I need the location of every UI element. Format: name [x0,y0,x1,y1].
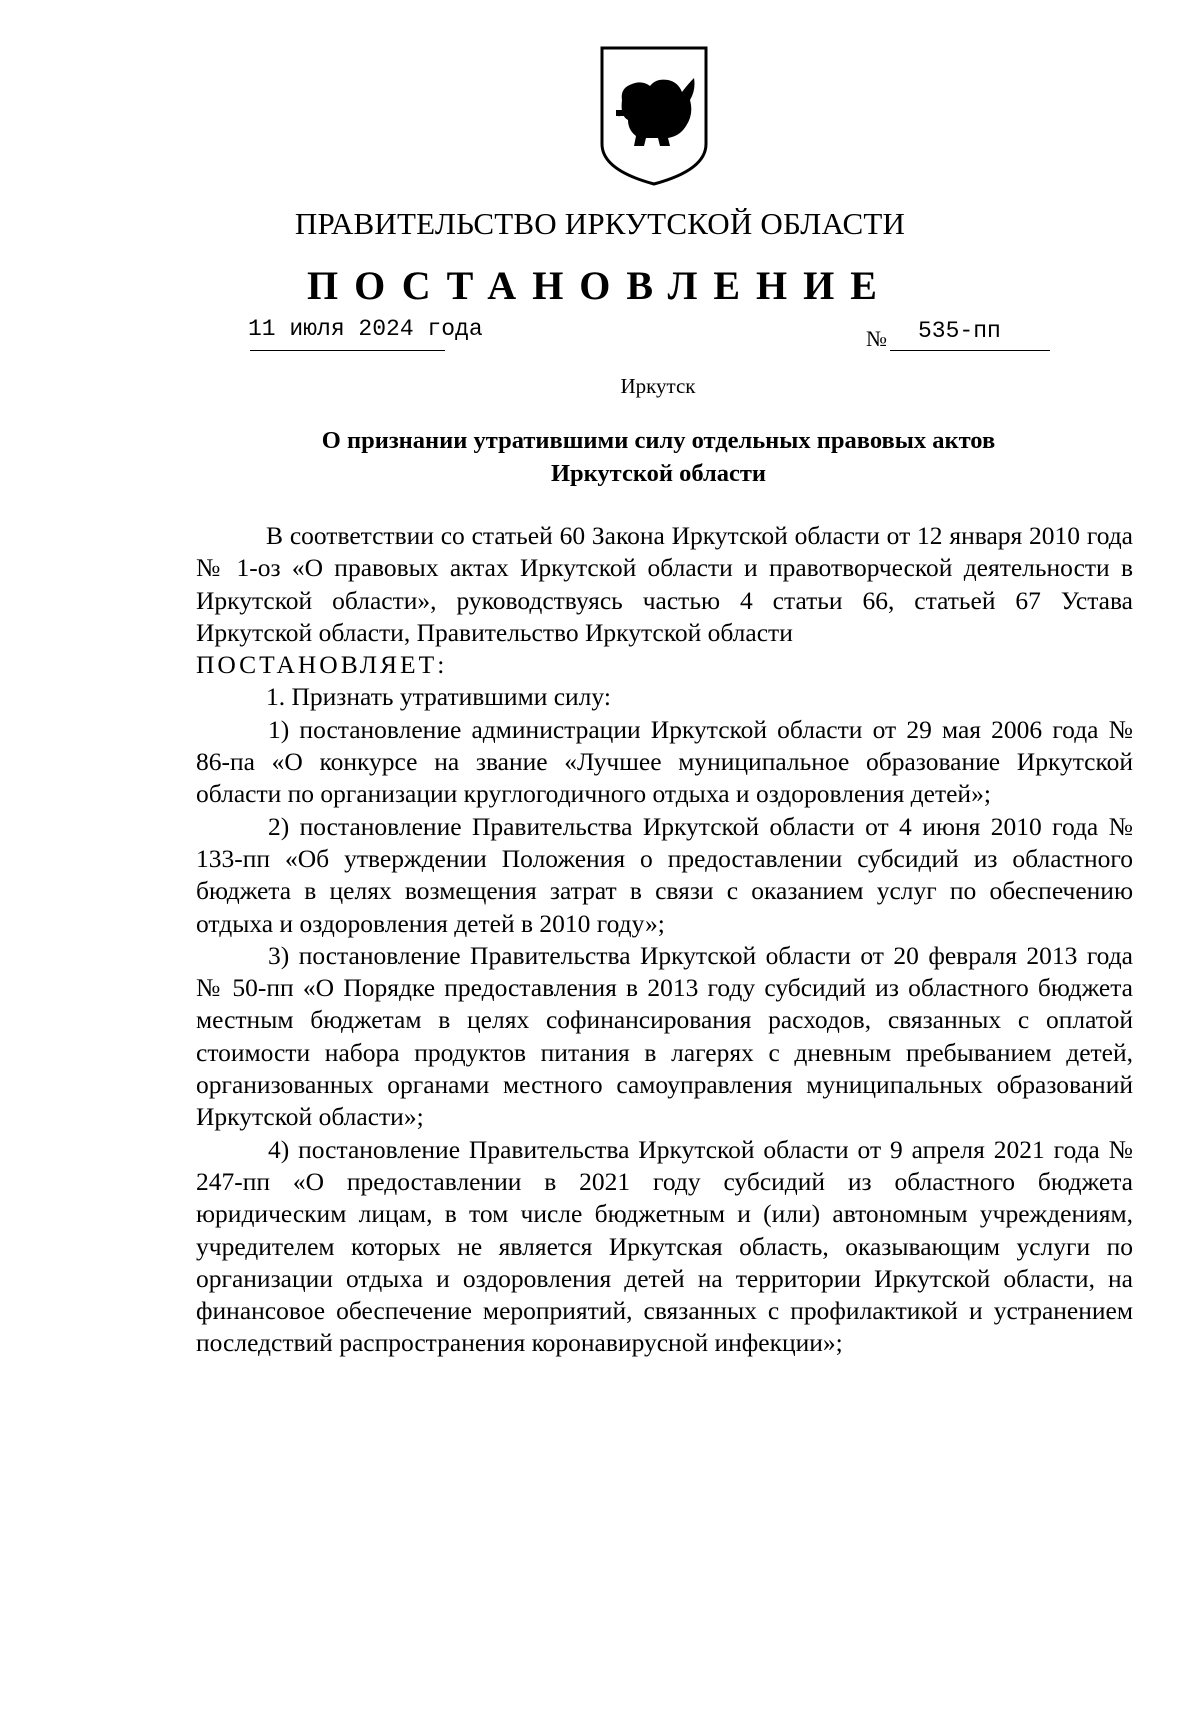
document-type: ПОСТАНОВЛЕНИЕ [307,263,893,308]
item-1-paragraph: 1. Признать утратившими силу: [266,682,611,712]
document-body [196,520,1133,1360]
title-line-2: Иркутской области [550,460,767,487]
subitem-4-paragraph: 4) постановление Правительства Иркутской области от 9 апреля 2021 года № 247-пп «О предоставлении в 2021 году субсидий из областного бюджета юридическим лицам, в том числе бюджетным и (или) автономным учреждениям, учредителем которых не является Иркутская область, оказывающим услуги по организации отдыха и оздоровления детей на территории Иркутской области, на финансовое обеспечение мероприятий, связанных с профилактикой и устранением последствий распространения коронавирусной инфекции»; [196,1134,1133,1358]
document-title [196,424,1121,490]
resolves-heading: ПОСТАНОВЛЯЕТ: [196,650,448,680]
subitem-1-paragraph: 1) постановление администрации Иркутской области от 29 мая 2006 года № 86-па «О конкурсе на звание «Лучшее муниципальное образование Иркутской области по организации круглогодичного отдыха и оздоровления детей»; [196,714,1133,809]
document-number: 535-пп [918,318,1001,344]
document-date: 11 июля 2024 года [248,316,483,342]
coat-of-arms-emblem [598,44,710,188]
subitem-2-paragraph: 2) постановление Правительства Иркутской области от 4 июня 2010 года № 133-пп «Об утверждении Положения о предоставлении субсидий из областного бюджета в целях возмещения затрат в связи с оказанием услуг по обеспечению отдыха и оздоровления детей в 2010 году»; [196,811,1133,938]
number-underline [890,350,1050,351]
preamble-paragraph: В соответствии со статьей 60 Закона Иркутской области от 12 января 2010 года № 1-оз «О правовых актах Иркутской области и правотворческой деятельности в Иркутской области», руководствуясь частью 4 статьи 66, статьей 67 Устава Иркутской области, Правительство Иркутской области [196,521,1133,647]
organization-name: ПРАВИТЕЛЬСТВО ИРКУТСКОЙ ОБЛАСТИ [294,206,906,241]
subitem-3-paragraph: 3) постановление Правительства Иркутской области от 20 февраля 2013 года № 50-пп «О Порядке предоставления в 2013 году субсидий из областного бюджета местным бюджетам в целях софинансирования расходов, связанных с оплатой стоимости набора продуктов питания в лагерях с дневным пребыванием детей, организованных органами местного самоуправления муниципальных образований Иркутской области»; [196,940,1133,1132]
title-line-1: О признании утратившими силу отдельных правовых актов [321,427,996,454]
number-sign: № [866,326,887,351]
city-name: Иркутск [620,374,696,398]
date-underline [250,350,445,351]
